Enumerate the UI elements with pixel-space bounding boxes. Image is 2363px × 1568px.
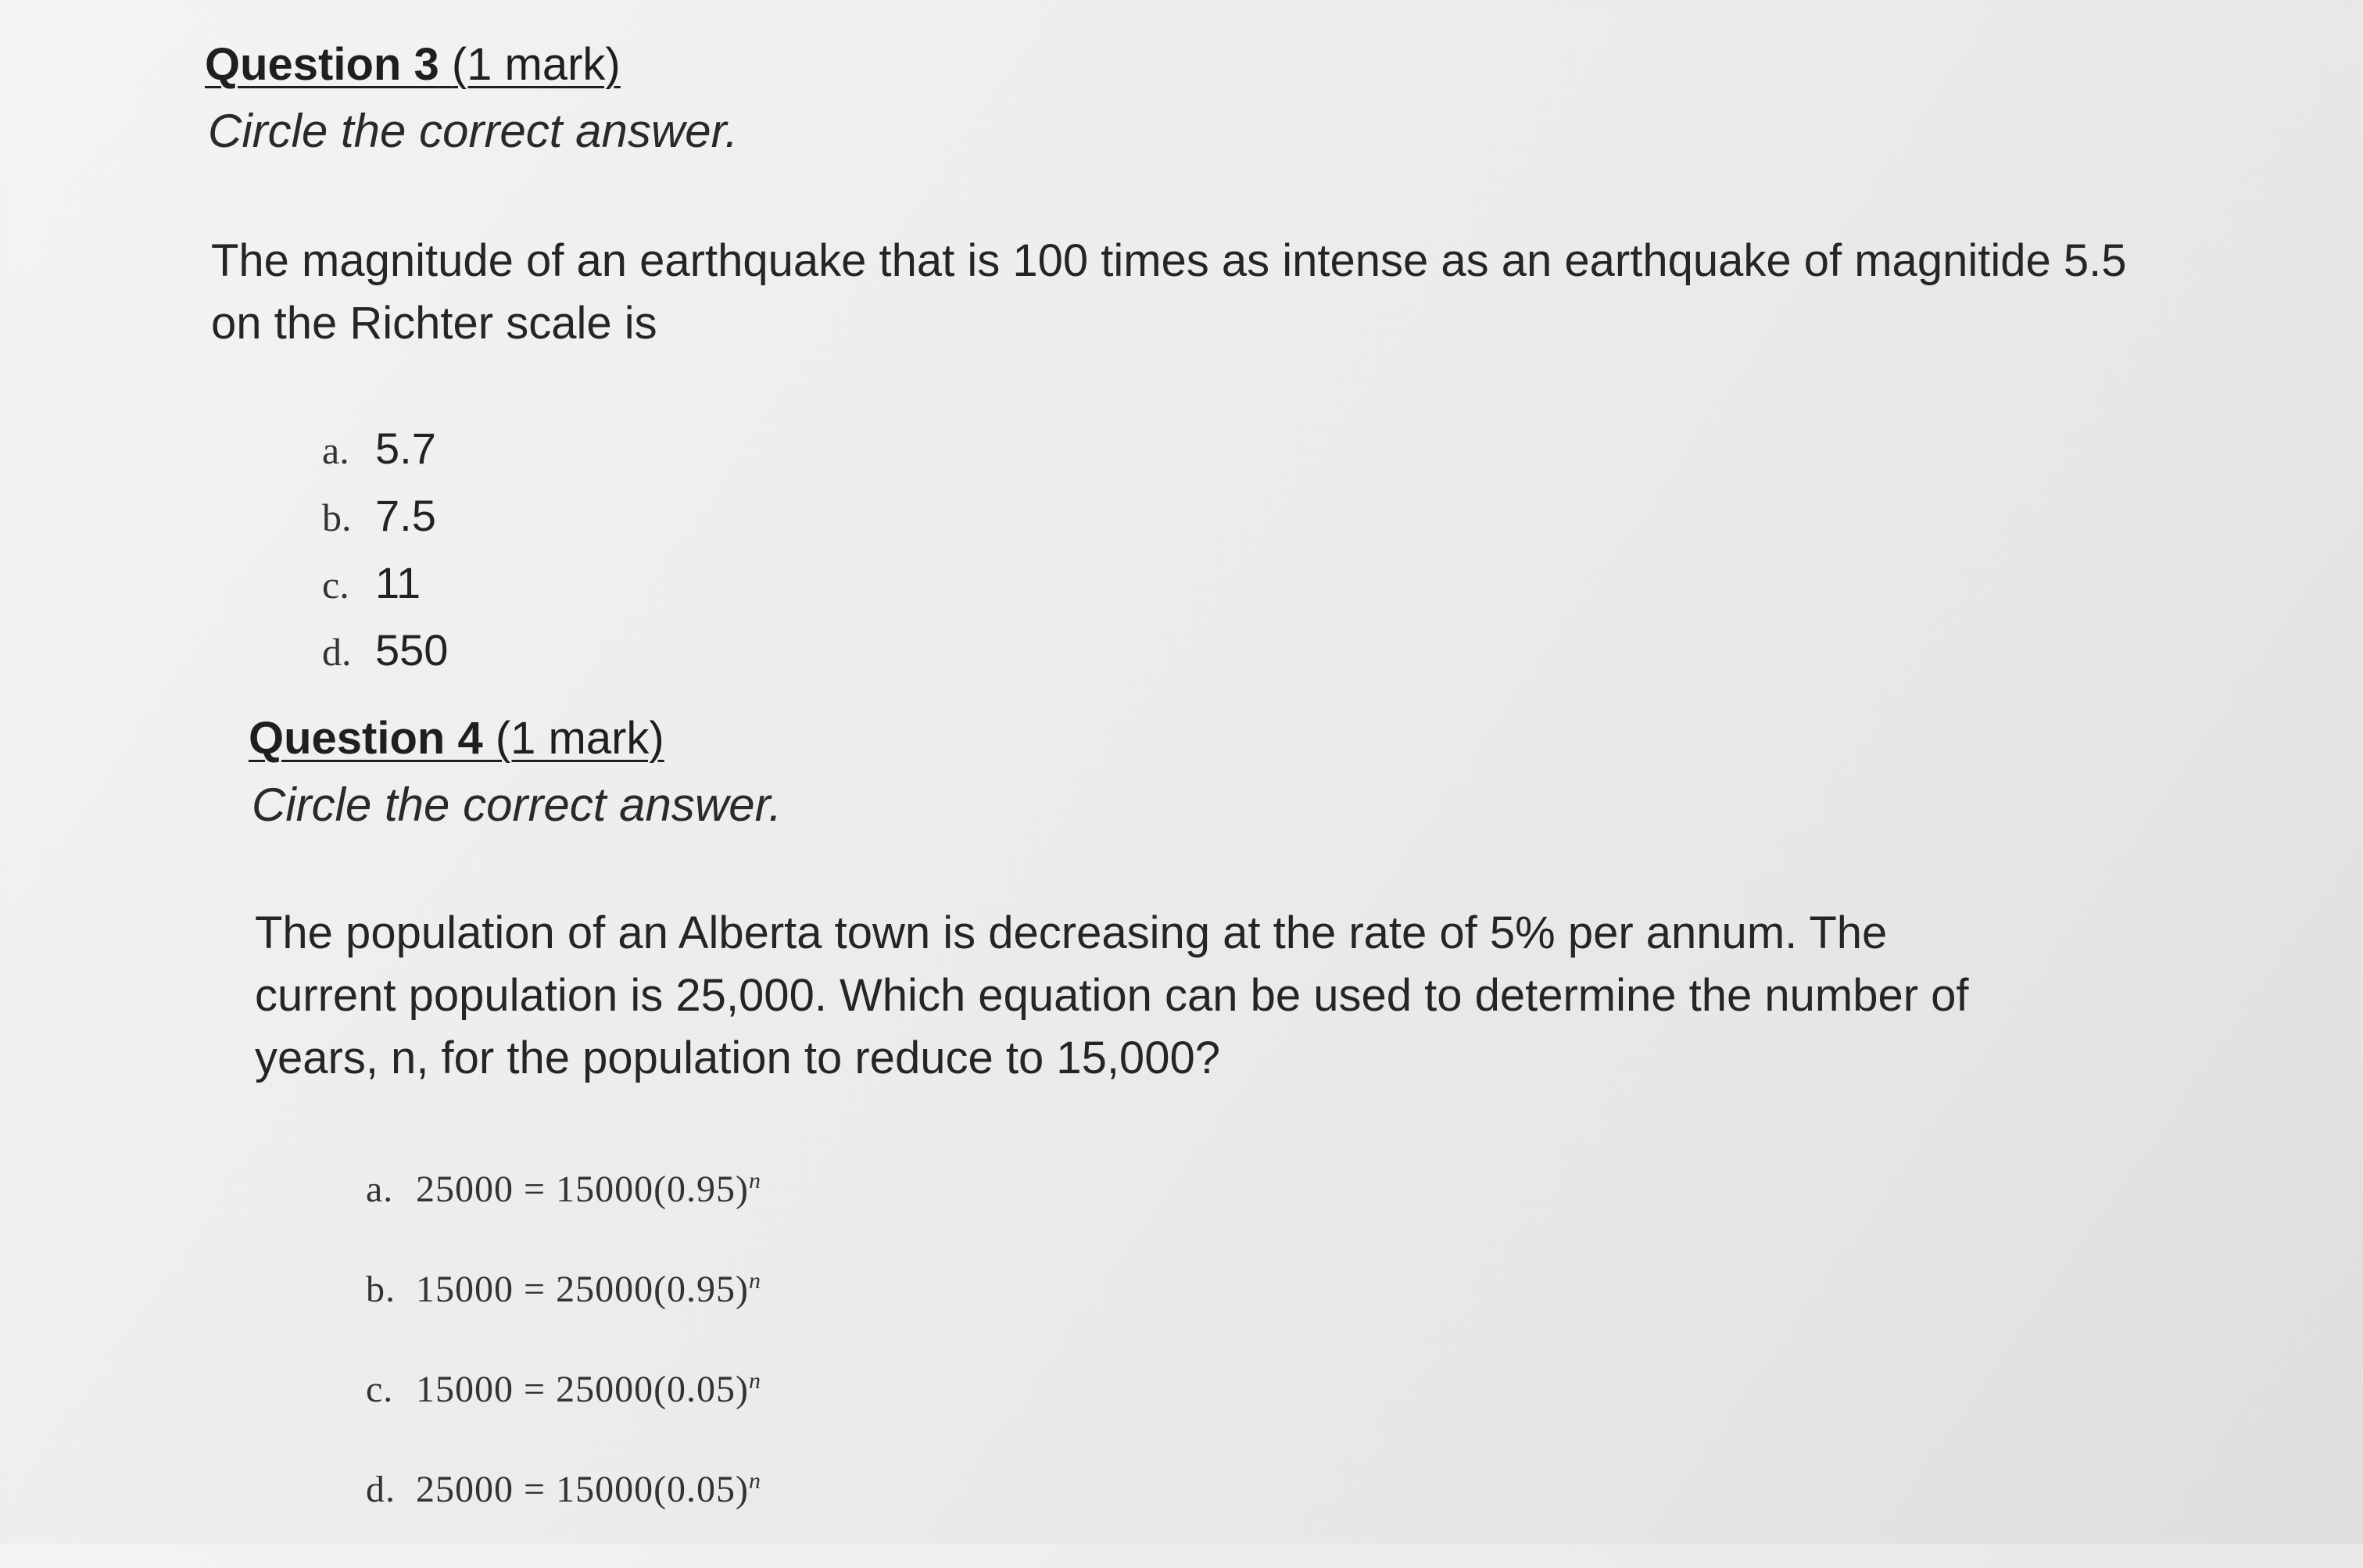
- question-3-heading: [205, 38, 2159, 92]
- option-letter: c.: [322, 562, 349, 607]
- option-equation: [416, 1468, 761, 1511]
- option-letter: b.: [322, 495, 352, 539]
- question-4-option-a[interactable]: [366, 1168, 2125, 1268]
- option-value: 7.5: [375, 490, 436, 540]
- equation-exponent: n: [749, 1467, 762, 1494]
- question-4-options: [366, 1168, 2125, 1568]
- option-value: 11: [375, 557, 421, 607]
- equation-exponent: n: [749, 1367, 762, 1394]
- equation-text: 15000 = 25000(0.05): [416, 1368, 750, 1410]
- option-equation: [416, 1168, 761, 1211]
- question-3-option-b[interactable]: [322, 483, 2159, 550]
- question-4-text: The population of an Alberta town is decreasing at the rate of 5% per annum. The current population is 25,000. Which equation can be used to determine the number of years, n, for the population to reduce to 15,000?: [255, 907, 1969, 1083]
- equation-exponent: n: [749, 1167, 762, 1194]
- equation-text: 15000 = 25000(0.95): [416, 1268, 750, 1310]
- question-4-mark: (1 mark): [495, 713, 664, 764]
- question-3-option-a[interactable]: [322, 416, 2159, 483]
- option-letter: d.: [322, 629, 352, 674]
- option-letter: c.: [366, 1368, 394, 1410]
- question-4-option-d[interactable]: [366, 1468, 2125, 1568]
- option-equation: [416, 1368, 761, 1411]
- equation-text: 25000 = 15000(0.05): [416, 1468, 750, 1510]
- option-equation: [416, 1268, 761, 1311]
- question-3-options: [322, 416, 2159, 685]
- question-4-label: Question 4: [249, 713, 483, 764]
- equation-exponent: n: [749, 1267, 762, 1294]
- question-4: [249, 711, 2125, 1568]
- question-3-label: Question 3: [205, 39, 439, 90]
- option-letter: d.: [366, 1468, 396, 1510]
- option-letter: a.: [366, 1168, 394, 1210]
- option-letter: a.: [322, 428, 349, 472]
- question-3: [205, 38, 2159, 685]
- option-value: 5.7: [375, 423, 436, 473]
- question-3-text: The magnitude of an earthquake that is 100 times as intense as an earthquake of magnitide 5.5 on the Richter scale is: [211, 234, 2127, 349]
- question-4-option-c[interactable]: [366, 1368, 2125, 1468]
- question-4-heading: [249, 711, 2125, 766]
- option-letter: b.: [366, 1268, 396, 1310]
- equation-text: 25000 = 15000(0.95): [416, 1168, 750, 1210]
- question-3-option-d[interactable]: [322, 618, 2159, 685]
- option-value: 550: [375, 625, 449, 675]
- question-3-option-c[interactable]: [322, 550, 2159, 618]
- question-3-instruction: Circle the correct answer.: [208, 104, 738, 157]
- question-4-instruction: Circle the correct answer.: [252, 778, 782, 831]
- question-4-option-b[interactable]: [366, 1268, 2125, 1368]
- question-3-mark: (1 mark): [451, 39, 621, 90]
